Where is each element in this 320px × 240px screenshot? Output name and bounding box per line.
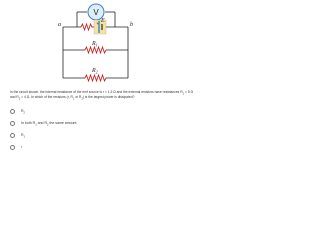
r1-label bbox=[91, 41, 98, 48]
r2-label bbox=[91, 68, 98, 75]
question-r2-sub-b: 2 bbox=[81, 98, 83, 102]
node-a-label: a bbox=[58, 22, 61, 28]
r1-subscript: 1 bbox=[95, 42, 98, 48]
node-b-label: b bbox=[130, 22, 133, 28]
resistor-r2 bbox=[85, 75, 106, 81]
option-subscript: 1 bbox=[35, 123, 37, 127]
option-subscript-2: 2 bbox=[46, 123, 49, 127]
option-r1[interactable] bbox=[10, 129, 194, 141]
emf-label: E bbox=[101, 18, 105, 24]
option-text: R bbox=[21, 132, 24, 137]
question-part2: = 5 Ω and R bbox=[10, 90, 194, 100]
option-text: r bbox=[21, 145, 23, 149]
radio-button[interactable] bbox=[10, 145, 15, 150]
question-part1: In the circuit shown, the internal resistance of the emf source is r = 1.3 Ω and the external resistors have resistances R bbox=[10, 90, 183, 94]
option-label bbox=[21, 145, 22, 149]
option-text-rest: and R bbox=[36, 120, 47, 125]
r2-subscript: 2 bbox=[95, 69, 98, 75]
battery-plus-sign: + bbox=[96, 21, 99, 26]
r1-letter: R bbox=[92, 41, 96, 47]
option-text: In both R bbox=[21, 120, 36, 125]
option-subscript: 1 bbox=[23, 135, 25, 139]
r2-letter: R bbox=[92, 68, 96, 74]
circuit-diagram bbox=[0, 0, 200, 90]
option-r2[interactable] bbox=[10, 105, 194, 117]
question-part3: = 4 Ω. In which of the resistors (r, R bbox=[20, 95, 73, 100]
option-both-same[interactable] bbox=[10, 117, 194, 129]
question-part5: ) is the largest power is dissipated? bbox=[82, 95, 135, 100]
question-r2-sub: 2 bbox=[18, 98, 21, 102]
radio-button[interactable] bbox=[10, 133, 15, 138]
question-text bbox=[10, 90, 194, 101]
question-r1-sub-b: 1 bbox=[72, 98, 75, 102]
resistor-r1 bbox=[85, 47, 106, 53]
option-text: R bbox=[21, 108, 24, 113]
option-text-rest-2: the same amount bbox=[48, 120, 77, 125]
question-part4: or R bbox=[74, 95, 82, 100]
radio-button[interactable] bbox=[10, 121, 15, 126]
question-r1-sub: 1 bbox=[182, 92, 185, 96]
option-r[interactable] bbox=[10, 141, 194, 153]
internal-resistor-r bbox=[81, 24, 94, 30]
option-label bbox=[21, 109, 25, 114]
option-label bbox=[21, 133, 25, 138]
answer-options bbox=[10, 105, 194, 153]
radio-button[interactable] bbox=[10, 109, 15, 114]
voltmeter-symbol: V bbox=[93, 8, 99, 17]
option-subscript: 2 bbox=[23, 111, 25, 115]
option-label bbox=[21, 121, 76, 126]
